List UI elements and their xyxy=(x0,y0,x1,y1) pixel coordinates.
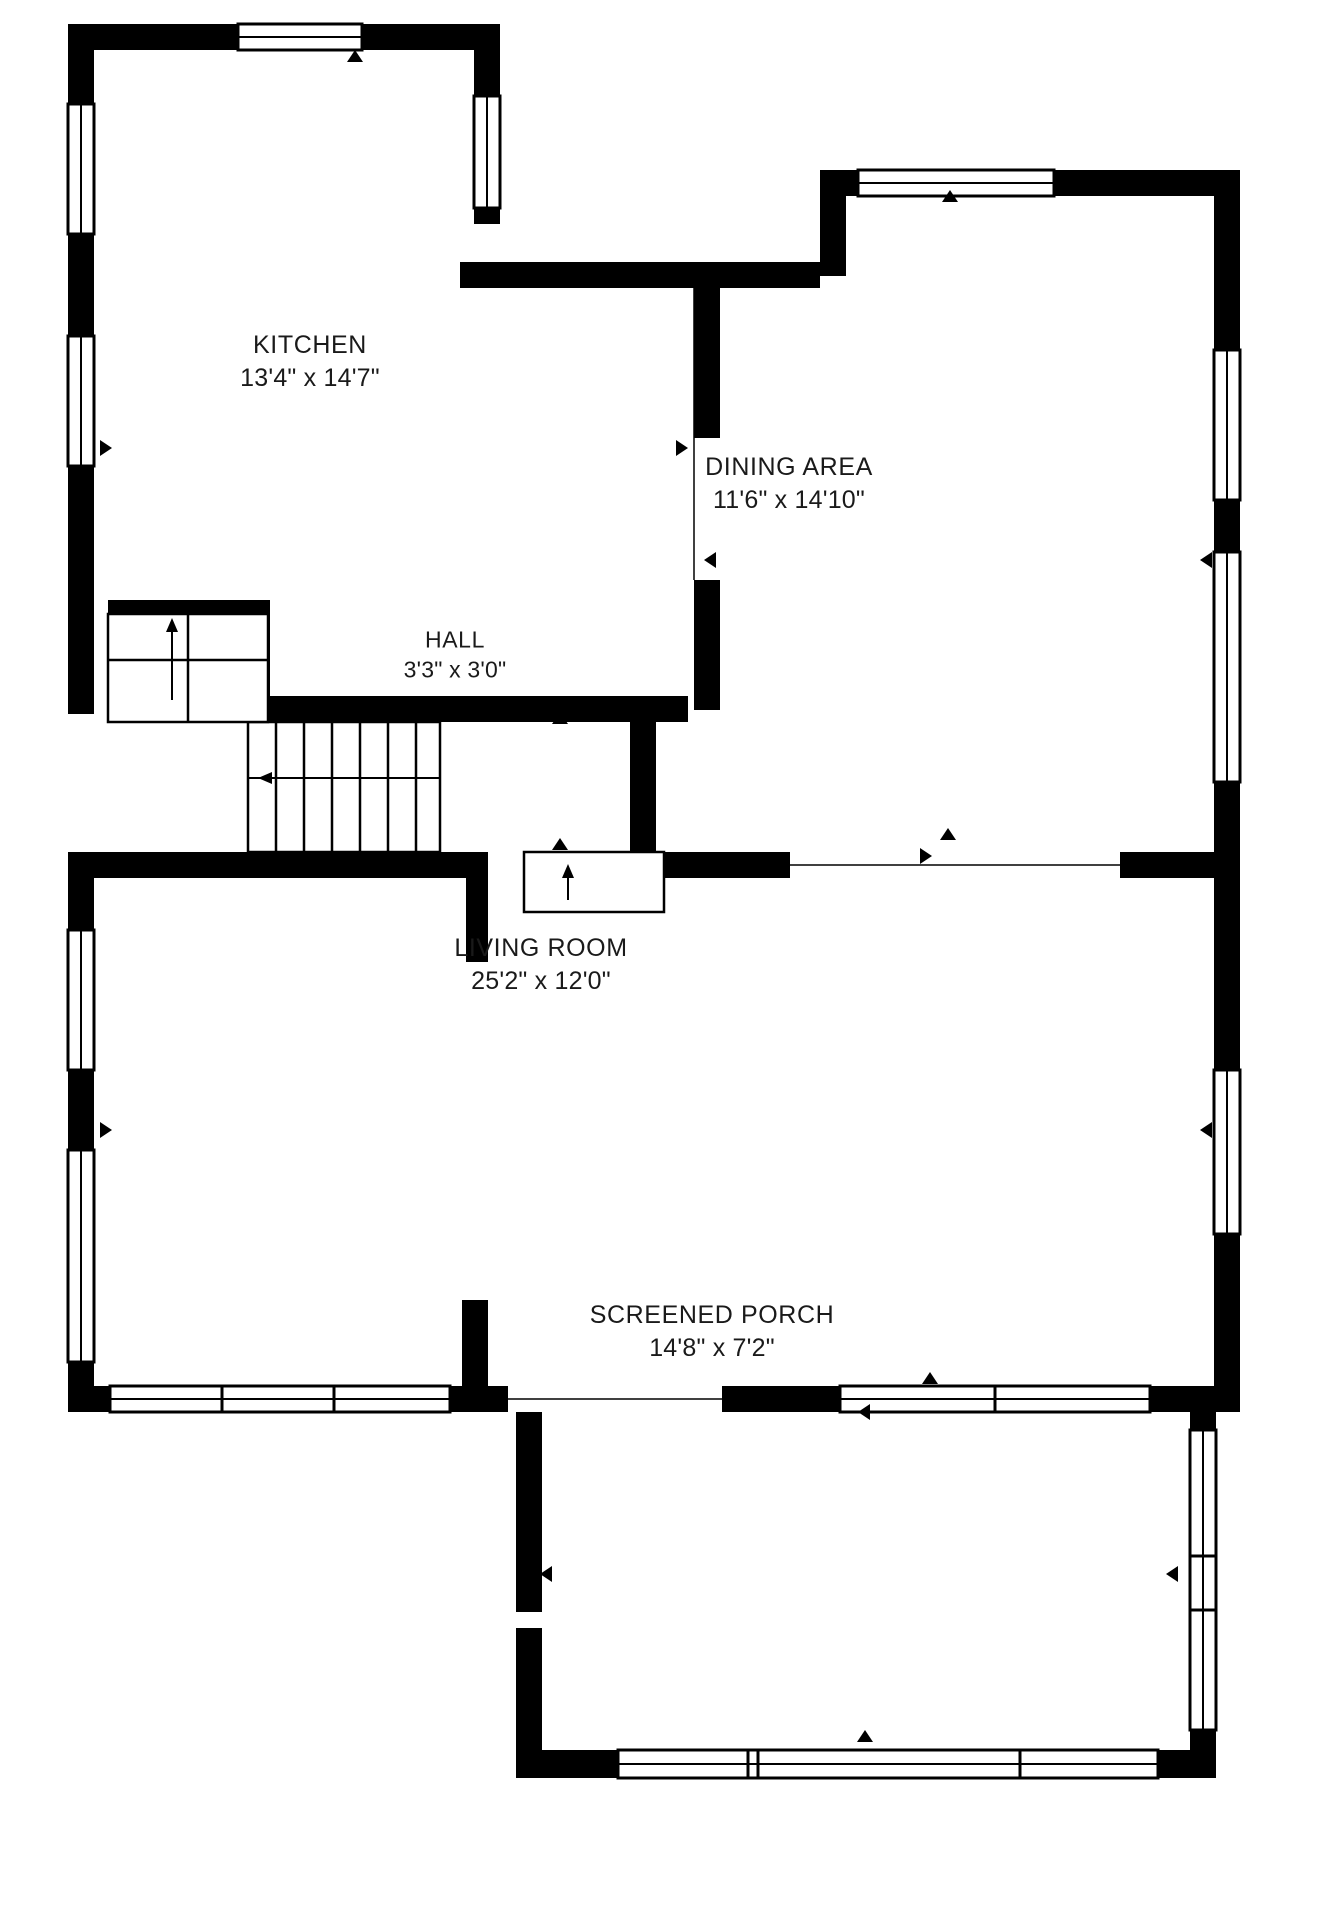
room-name: SCREENED PORCH xyxy=(589,1301,835,1329)
room-name: DINING AREA xyxy=(705,453,873,481)
room-dimensions: 11'6" x 14'10" xyxy=(713,486,865,514)
room-dimensions: 25'2" x 12'0" xyxy=(471,967,611,995)
room-label-dining-area xyxy=(705,451,873,517)
room-name: HALL xyxy=(425,626,485,653)
room-dimensions: 13'4" x 14'7" xyxy=(240,364,380,392)
room-name: LIVING ROOM xyxy=(454,934,628,962)
room-label-screened-porch xyxy=(590,1299,835,1365)
room-dimensions: 3'3" x 3'0" xyxy=(403,657,507,683)
room-label-kitchen xyxy=(240,329,380,395)
room-dimensions: 14'8" x 7'2" xyxy=(649,1334,775,1362)
room-label-living-room xyxy=(454,932,627,998)
room-label-hall xyxy=(404,625,507,686)
room-name: KITCHEN xyxy=(253,331,367,359)
